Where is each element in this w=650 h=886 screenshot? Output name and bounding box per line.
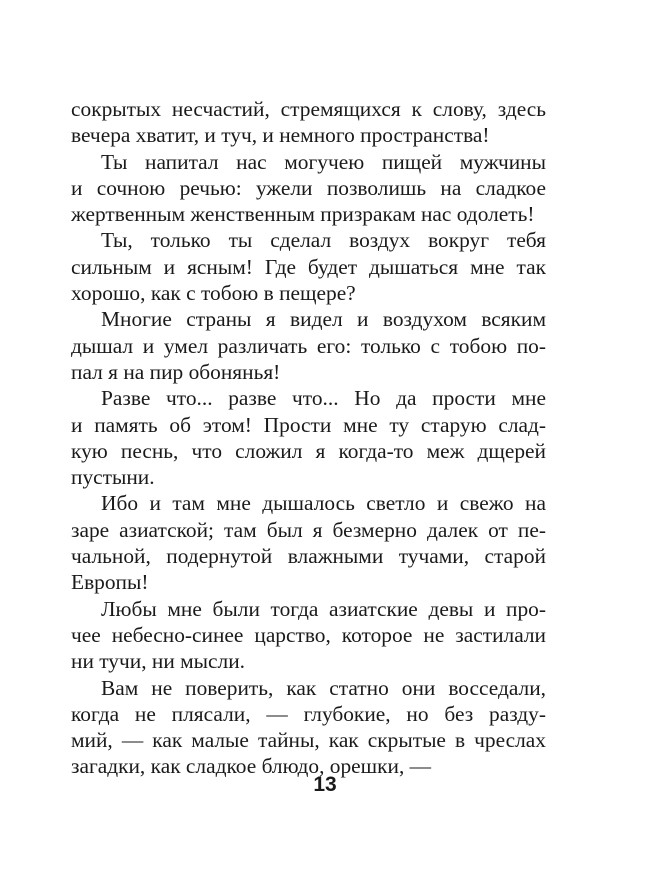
paragraph bbox=[71, 675, 546, 780]
paragraph bbox=[71, 385, 546, 490]
text-line: ни тучи, ни мысли. bbox=[71, 649, 246, 674]
paragraph bbox=[71, 490, 546, 595]
text-line: сокрытых несчастий, стремящихся к слову, здесь bbox=[71, 97, 546, 121]
text-line: Ты напитал нас могучею пищей мужчины bbox=[101, 149, 546, 174]
text-line: пал я на пир обонянья! bbox=[71, 359, 281, 384]
text-line: Европы! bbox=[71, 570, 149, 595]
text-line: вечера хватит, и туч, и немного пространства! bbox=[71, 123, 490, 148]
text-line: и память об этом! Прости мне ту старую слад- bbox=[71, 412, 546, 437]
paragraph-continuation bbox=[71, 96, 546, 149]
page-number: 13 bbox=[313, 773, 337, 796]
text-line: Разве что... разве что... Но да прости мне bbox=[101, 386, 546, 411]
text-line: Любы мне были тогда азиатские девы и про- bbox=[101, 596, 546, 621]
paragraph bbox=[71, 149, 546, 228]
text-line: мий, — как малые тайны, как скрытые в чреслах bbox=[71, 728, 546, 753]
paragraph bbox=[71, 596, 546, 675]
text-line: пустыни. bbox=[71, 465, 155, 490]
text-line: и сочною речью: ужели позволишь на сладкое bbox=[71, 175, 546, 200]
text-line: чальной, подернутой влажными тучами, старой bbox=[71, 544, 546, 569]
text-line: чее небесно-синее царство, которое не застилали bbox=[71, 622, 546, 647]
paragraph bbox=[71, 306, 546, 385]
text-line: хорошо, как с тобою в пещере? bbox=[71, 281, 356, 306]
text-line: жертвенным женственным призракам нас одолеть! bbox=[71, 202, 535, 227]
text-line: сильным и ясным! Где будет дышаться мне так bbox=[71, 254, 546, 279]
text-line: кую песнь, что сложил я когда-то меж дщерей bbox=[71, 438, 546, 463]
text-line: Ибо и там мне дышалось светло и свежо на bbox=[101, 491, 546, 516]
text-line: заре азиатской; там был я безмерно далек от пе- bbox=[71, 517, 546, 542]
text-line: Многие страны я видел и воздухом всяким bbox=[101, 307, 546, 332]
text-line: когда не плясали, — глубокие, но без разду- bbox=[71, 701, 546, 726]
text-line: загадки, как сладкое блюдо, орешки, — bbox=[71, 754, 432, 779]
text-line: Ты, только ты сделал воздух вокруг тебя bbox=[101, 228, 546, 253]
paragraph bbox=[71, 227, 546, 306]
text-line: дышал и умел различать его: только с тобою по- bbox=[71, 333, 546, 358]
body-text bbox=[71, 96, 546, 780]
text-line: Вам не поверить, как статно они восседали, bbox=[101, 675, 546, 700]
